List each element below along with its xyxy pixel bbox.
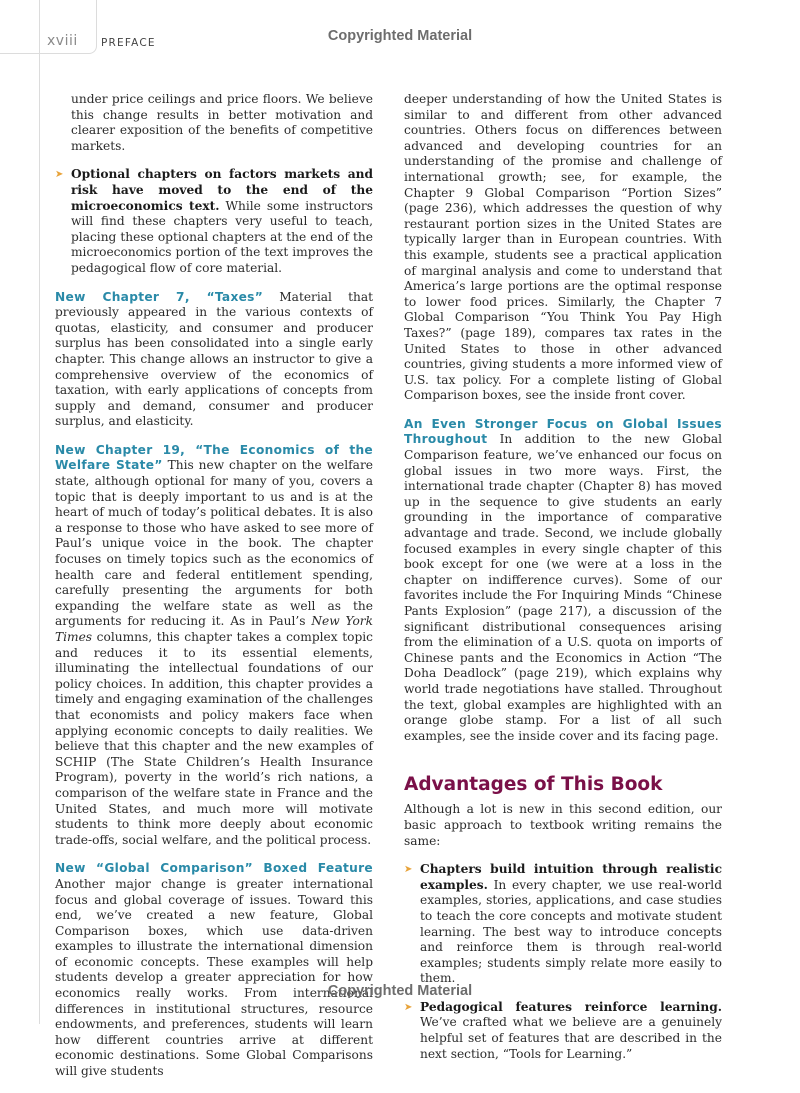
- bullet-chapters-build-intuition: [404, 862, 722, 987]
- right-column: [404, 92, 722, 1075]
- welfare-paragraph: [55, 443, 373, 848]
- page-number: xviii: [47, 33, 78, 49]
- global-focus-body: In addition to the new Global Comparison feature, we’ve enhanced our focus on global issues in two more ways. First, the international trade chapter (Chapter 8) has moved up in the sequence to give students an early grounding in the importance of comparative advantage and trade. Second, we include globally focused examples in every single chapter of this book except for one (we were at a loss in the chapter on indifference curves). Some of our favorites include the For Inquiring Minds “Chinese Pants Explosion” (page 217), a discussion of the significant distributional consequences arising from the elimination of a U.S. quota on imports of Chinese pants and the Economics in Action “The Doha Deadlock” (page 219), which explains why world trade negotiations have stalled. Throughout the text, global examples are highlighted with an orange globe stamp. For a list of all such examples, see the inside cover and its facing page.: [404, 432, 722, 743]
- welfare-italic: New York Times: [55, 614, 373, 644]
- left-column: [55, 92, 373, 1093]
- watermark-top: Copyrighted Material: [327, 28, 473, 44]
- page-margin-rule: [39, 0, 40, 1024]
- bullet-lead: Pedagogical features reinforce learning.: [420, 999, 722, 1014]
- bullet-pedagogical-features: [404, 1000, 722, 1062]
- taxes-heading: New Chapter 7, “Taxes”: [55, 289, 264, 304]
- bullet-body: We’ve crafted what we believe are a genuinely helpful set of features that are described in the next section, “Tools for Learning.”: [420, 1015, 722, 1061]
- welfare-heading: New Chapter 19, “The Economics of the Welfare State”: [55, 442, 373, 473]
- bullet-optional-chapters: [55, 167, 373, 276]
- bullet-arrow-icon: ➤: [404, 1001, 413, 1013]
- continued-paragraph: under price ceilings and price floors. We believe this change results in better motivation and clearer exposition of the benefits of competitive markets.: [71, 92, 373, 153]
- bullet-arrow-icon: ➤: [55, 169, 64, 181]
- continued-paragraph-right: deeper understanding of how the United States is similar to and different from other advanced countries. Others focus on differences between advanced and developing countries for an understanding of the promise and challenge of international growth; see, for example, the Chapter 9 Global Comparison “Portion Sizes” (page 236), which addresses the question of why restaurant portion sizes in the United States are typically larger than in European countries. With this example, students see a practical application of marginal analysis and come to understand that America’s large portions are the optimal response to lower food prices. Similarly, the Chapter 7 Global Comparison “You Think You Pay High Taxes?” (page 189), compares tax rates in the United States to those in other advanced countries, giving students a more informed view of U.S. tax policy. For a complete listing of Global Comparison boxes, see the inside front cover.: [404, 92, 722, 403]
- advantages-intro: Although a lot is new in this second edition, our basic approach to textbook writing remains the same:: [404, 802, 722, 848]
- section-title-advantages: Advantages of This Book: [404, 774, 663, 796]
- global-comparison-paragraph: [55, 861, 373, 1079]
- global-focus-heading: An Even Stronger Focus on Global Issues Throughout: [404, 416, 722, 447]
- bullet-body: In every chapter, we use real-world examples, stories, applications, and case studies to teach the core concepts and motivate student learning. The best way to introduce concepts and reinforce them is through real-world examples; students simply relate more easily to them.: [420, 877, 722, 986]
- bullet-lead: Chapters build intuition through realistic examples.: [420, 862, 722, 892]
- bullet-body: While some instructors will find these chapters very useful to teach, placing these optional chapters at the end of the microeconomics portion of the text improves the pedagogical flow of core material.: [71, 198, 373, 275]
- global-comparison-heading: New “Global Comparison” Boxed Feature: [55, 861, 373, 876]
- running-head: PREFACE: [101, 37, 156, 49]
- welfare-body-1: This new chapter on the welfare state, although optional for many of you, covers a topic that is deeply important to us and is at the heart of much of today’s political debates. It is also a response to those who have asked to see more of Paul’s unique voice in the book. The chapter focuses on timely topics such as the economics of health care and federal entitlement spending, carefully presenting the arguments for both expanding the welfare state as well as the arguments for reducing it. As in Paul’s: [55, 458, 373, 629]
- watermark-bottom: Copyrighted Material: [327, 983, 473, 999]
- bullet-arrow-icon: ➤: [404, 864, 413, 876]
- bullet-lead: Optional chapters on factors markets and risk have moved to the end of the microeconomics text.: [71, 167, 373, 213]
- welfare-body-2: columns, this chapter takes a complex topic and reduces it to its essential elements, illuminating the intellectual foundations of our policy choices. In addition, this chapter provides a timely and engaging examination of the challenges that economists and policy makers face when applying economic concepts to daily realities. We believe that this chapter and the new examples of SCHIP (The State Children’s Health Insurance Program), poverty in the world’s rich nations, a comparison of the welfare state in France and the United States, and much more will motivate students to think more deeply about economic trade-offs, social welfare, and the political process.: [55, 630, 373, 847]
- global-comparison-body: Another major change is greater international focus and global coverage of issues. Toward this end, we’ve created a new feature, Global Comparison boxes, which use data-driven examples to illustrate the international dimension of economic concepts. These examples will help students develop a greater appreciation for how economics really works. From international differences in institutional structures, resource endowments, and preferences, students will learn how different countries arrive at different economic destinations. Some Global Comparisons will give students: [55, 876, 373, 1079]
- global-focus-paragraph: [404, 417, 722, 744]
- taxes-paragraph: [55, 290, 373, 430]
- taxes-body: Material that previously appeared in the various contexts of quotas, elasticity, and consumer and producer surplus has been consolidated into a single early chapter. This change allows an instructor to give a comprehensive overview of the economics of taxation, with early applications of concepts from supply and demand, consumer and producer surplus, and elasticity.: [55, 289, 374, 429]
